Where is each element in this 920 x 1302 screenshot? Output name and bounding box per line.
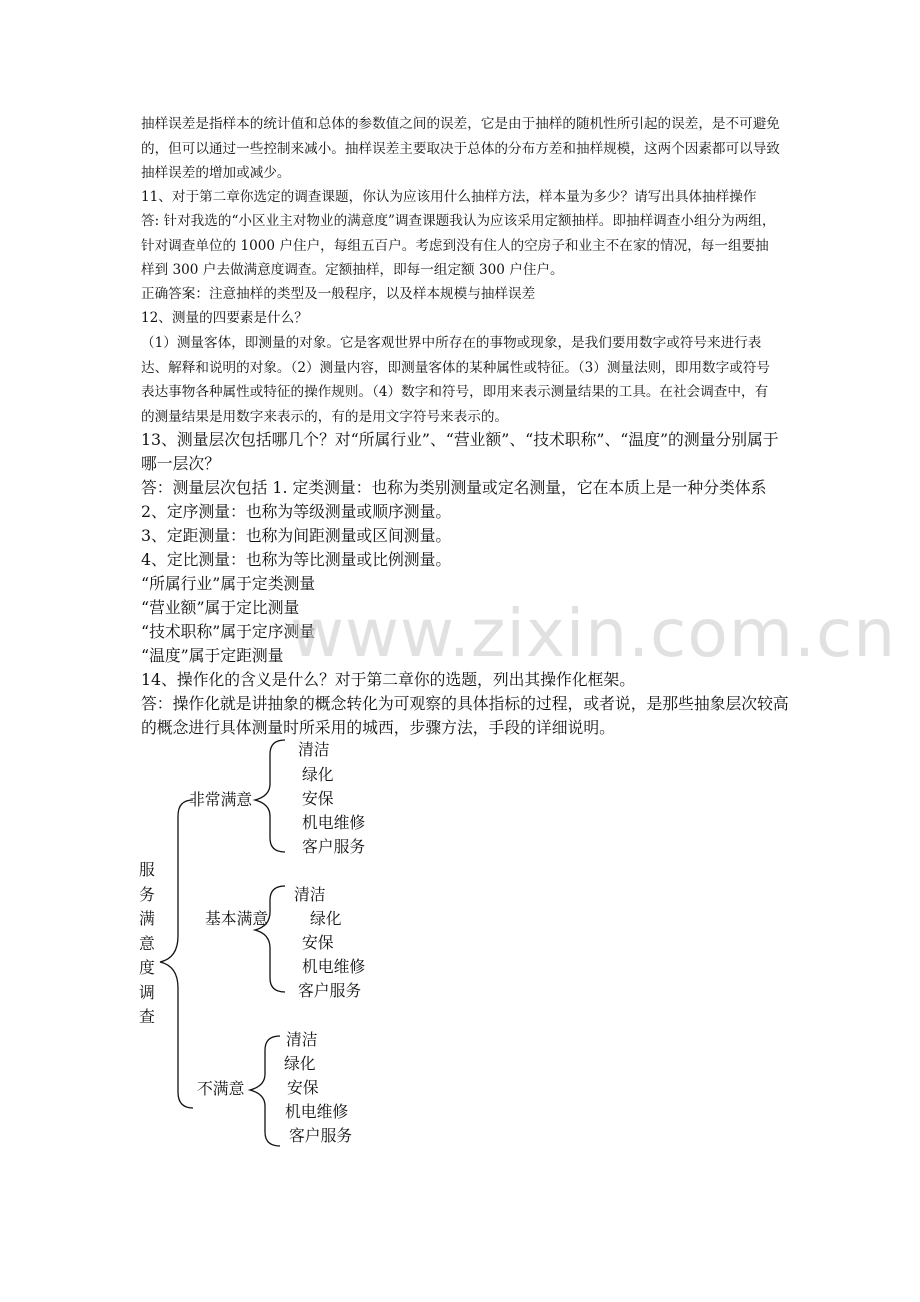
question-14: 14、操作化的含义是什么？对于第二章你的选题，列出其操作化框架。 [141, 670, 636, 689]
framework-item: 机电维修 [302, 813, 366, 832]
group-label: 非常满意 [189, 790, 253, 809]
framework-root-label [139, 860, 159, 1032]
question-11: 11、对于第二章你选定的调查课题，你认为应该用什么抽样方法，样本量为多少？请写出具体抽样操作 [141, 189, 757, 205]
group-label: 不满意 [197, 1079, 245, 1098]
framework-item: 安保 [287, 1078, 319, 1097]
framework-item: 清洁 [294, 885, 326, 904]
group-label: 基本满意 [205, 909, 269, 928]
framework-item: 清洁 [298, 740, 330, 759]
answer-13-line: 答：测量层次包括 1. 定类测量：也称为类别测量或定名测量，它在本质上是一种分类体系 [141, 478, 767, 497]
correct-answer-11: 正确答案：注意抽样的类型及一般程序，以及样本规模与抽样误差 [141, 286, 536, 302]
answer-13-line: 2、定序测量：也称为等级测量或顺序测量。 [141, 502, 452, 521]
framework-item: 安保 [302, 933, 334, 952]
framework-item: 机电维修 [285, 1102, 349, 1121]
answer-13-line: “营业额”属于定比测量 [141, 598, 300, 617]
framework-root-char: 度 [139, 958, 155, 977]
framework-root-char: 查 [139, 1007, 155, 1026]
framework-root-char: 调 [139, 982, 155, 1002]
paragraph-sampling-error: 抽样误差是指样本的统计值和总体的参数值之间的误差，它是由于抽样的随机性所引起的误差，是不可避免的，但可以通过一些控制来减小。抽样误差主要取决于总体的分布方差和抽样规模，这两个因素都可以导致抽样误差的增加或减少。 [141, 116, 780, 181]
question-13: 13、测量层次包括哪几个？对“所属行业”、“营业额”、“技术职称”、“温度”的测量分别属于哪一层次？ [141, 430, 779, 474]
answer-12: （1）测量客体，即测量的对象。它是客观世界中所存在的事物或现象，是我们要用数字或符号来进行表达、解释和说明的对象。（2）测量内容，即测量客体的某种属性或特征。（3）测量法则，即用数字或符号表达事物各种属性或特征的操作规则。（4）数字和符号，即用来表示测量结果的工具。在社会调查中，有的测量结果是用数字来表示的，有的是用文字符号来表示的。 [141, 335, 771, 425]
framework-item: 清洁 [286, 1030, 318, 1049]
answer-14: 答：操作化就是讲抽象的概念转化为可观察的具体指标的过程，或者说，是那些抽象层次较高的概念进行具体测量时所采用的城西，步骤方法，手段的详细说明。 [141, 694, 789, 738]
framework-root-char: 务 [139, 884, 155, 904]
framework-item: 绿化 [310, 909, 342, 928]
framework-item: 机电维修 [302, 957, 366, 976]
watermark: www.zixin.com.cn [290, 595, 897, 672]
framework-item: 客户服务 [289, 1126, 353, 1145]
framework-root-char: 服 [139, 860, 155, 879]
answer-13-line: 3、定距测量：也称为间距测量或区间测量。 [141, 526, 452, 545]
answer-13-line: “所属行业”属于定类测量 [141, 574, 316, 593]
framework-item: 绿化 [302, 765, 334, 784]
framework-item: 绿化 [284, 1054, 316, 1073]
framework-item: 客户服务 [302, 837, 366, 856]
framework-item: 客户服务 [298, 981, 362, 1000]
framework-root-char: 意 [139, 933, 155, 953]
framework-item: 安保 [302, 789, 334, 808]
answer-13-line: “温度”属于定距测量 [141, 646, 284, 665]
question-12: 12、测量的四要素是什么？ [141, 310, 308, 326]
answer-13-line: “技术职称”属于定序测量 [141, 622, 316, 641]
answer-13-line: 4、定比测量：也称为等比测量或比例测量。 [141, 550, 452, 569]
framework-root-char: 满 [139, 909, 155, 928]
answer-11: 答: 针对我选的“小区业主对物业的满意度”调查课题我认为应该采用定额抽样。即抽样调查小组分为两组，针对调查单位的 1000 户住户，每组五百户。考虑到没有住人的空房子和业主不在家的情况，每一组要抽样到 300 户去做满意度调查。定额抽样，即每一组定额 300 户住户。 [141, 213, 776, 278]
